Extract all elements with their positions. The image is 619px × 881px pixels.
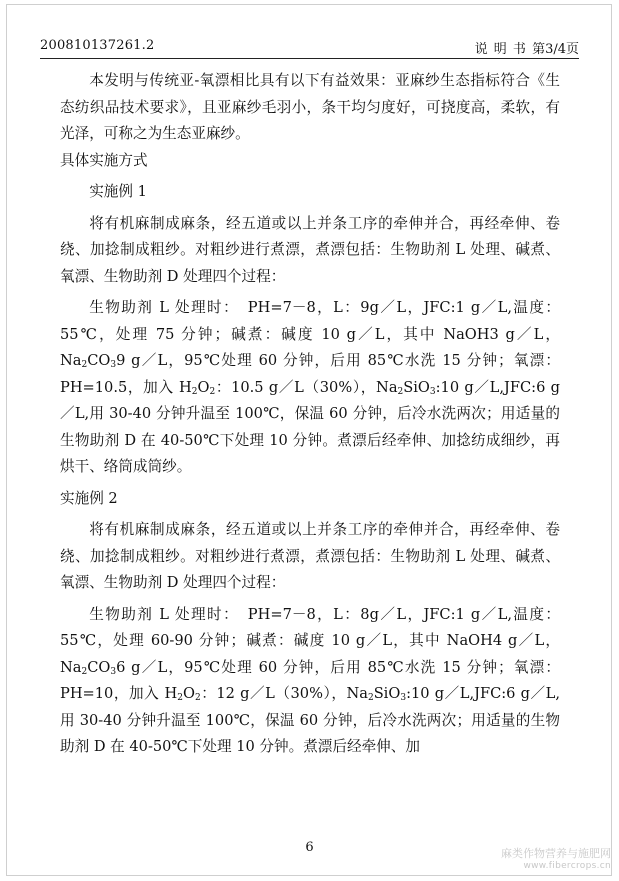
text-segment: 6 g／L，95℃处理 60 分钟，后用 85℃水洗 15 分钟；氧漂：PH=10，加入 H (60, 658, 560, 702)
text-segment: 生物助剂 L 处理时： PH=7－8，L：9g／L，JFC:1 g／L,温度：55℃，处理 75 分钟；碱煮：碱度 10 g／L，其中 NaOH3 g／L，Na (60, 299, 560, 369)
subscript: 3 (429, 386, 436, 397)
text-segment: CO (87, 352, 111, 369)
subscript: 2 (191, 386, 198, 397)
subscript: 2 (397, 386, 404, 397)
example-2-heading: 实施例 2 (60, 489, 118, 507)
subscript: 2 (194, 693, 201, 703)
page-number: 6 (305, 840, 314, 855)
subscript: 2 (81, 360, 88, 370)
subscript: 2 (367, 693, 374, 703)
text-segment: CO (87, 658, 111, 676)
section-heading: 具体实施方式 (60, 151, 148, 169)
text-segment: :10 g／L,JFC:6 g／L,用 30-40 分钟升温至 100℃，保温 60 分钟，后冷水洗两次；用适量的生物助剂 D 在 40-50℃下处理 10 分钟。煮漂后经牵伸、加捻纺成细纱，再烘干、络筒成筒纱。 (60, 378, 561, 475)
subscript: 3 (400, 693, 407, 703)
header-rule (40, 58, 579, 59)
page-header (40, 34, 579, 56)
example-1-heading: 实施例 1 (89, 183, 147, 200)
watermark (499, 847, 611, 873)
text-segment: ：12 g／L（30%），Na (200, 685, 368, 702)
watermark-title: 麻类作物营养与施肥网 (501, 847, 611, 860)
subscript: 2 (81, 666, 88, 677)
subscript: 3 (110, 666, 117, 677)
example-1-intro: 将有机麻制成麻条，经五道或以上并条工序的牵伸并合，再经牵伸、卷绕、加捻制成粗纱。对粗纱进行煮漂，煮漂包括：生物助剂 L 处理、碱煮、氧漂、生物助剂 D 处理四个过程： (60, 214, 560, 285)
header-right: 说 明 书 第3/4页 (474, 42, 579, 57)
text-segment: :10 g／L,JFC:6 g／L,用 30-40 分钟升温至 100℃，保温 60 分钟，后冷水洗两次；用适量的生物助剂 D 在 40-50℃下处理 10 分钟。煮漂后经牵伸、加 (60, 685, 560, 755)
text-segment: O (182, 685, 195, 702)
subscript: 3 (110, 360, 117, 370)
subscript: 2 (209, 386, 216, 397)
example-2-intro: 将有机麻制成麻条，经五道或以上并条工序的牵伸并合，再经牵伸、卷绕、加捻制成粗纱。对粗纱进行煮漂，煮漂包括：生物助剂 L 处理、碱煮、氧漂、生物助剂 D 处理四个过程： (60, 521, 560, 591)
watermark-url: www.fibercrops.cn (523, 861, 611, 871)
text-segment: 生物助剂 L 处理时： PH=7－8，L：8g／L，JFC:1 g／L,温度：55℃，处理 60-90 分钟；碱煮：碱度 10 g／L，其中 NaOH4 g／L，Na (60, 605, 560, 676)
text-segment: O (197, 378, 210, 396)
example-2-process (60, 602, 560, 761)
text-segment: ：10.5 g／L（30%），Na (215, 378, 398, 396)
paragraph-benefits: 本发明与传统亚-氧漂相比具有以下有益效果：亚麻纱生态指标符合《生态纺织品技术要求》，且亚麻纱毛羽小，条干均匀度好，可挠度高，柔软，有光泽，可称之为生态亚麻纱。 (60, 72, 560, 142)
text-segment: 9 g／L，95℃处理 60 分钟，后用 85℃水洗 15 分钟；氧漂：PH=10.5，加入 H (60, 352, 560, 396)
example-1-process (60, 295, 560, 481)
subscript: 2 (177, 693, 183, 703)
text-segment: SiO (403, 378, 430, 396)
patent-number: 200810137261.2 (40, 38, 155, 53)
document-body (60, 68, 560, 761)
text-segment: SiO (373, 685, 401, 702)
